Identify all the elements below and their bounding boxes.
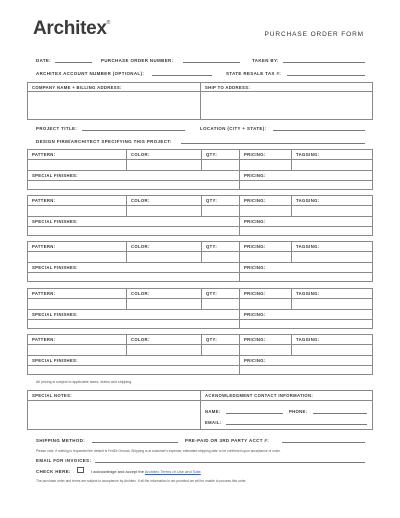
item-col-divider [291,288,292,309]
item-divider [27,159,373,160]
item-col-divider [239,149,240,190]
acknowledge-suffix: . [200,469,202,474]
item-divider [27,365,373,366]
qty-label: QTY: [206,152,218,157]
pricing-label: PRICING: [244,198,266,203]
email-invoices-field[interactable] [95,462,365,463]
item-divider [27,355,373,356]
pricing-label: PRICING: [244,244,266,249]
terms-link[interactable]: Architex Terms of Use and Sale [144,469,201,474]
special-finishes-label: SPECIAL FINISHES: [32,358,78,363]
qty-label: QTY: [206,291,218,296]
po-number-field[interactable] [183,62,240,63]
finishes-pricing-label: PRICING: [244,173,266,178]
color-label: COLOR: [131,291,150,296]
tagging-label: TAGGING: [296,337,320,342]
item-col-divider [201,241,202,262]
item-divider [27,205,373,206]
special-finishes-label: SPECIAL FINISHES: [32,173,78,178]
item-divider [27,272,373,273]
qty-label: QTY: [206,244,218,249]
check-here-label: CHECK HERE: [36,469,71,474]
date-field[interactable] [55,62,92,63]
special-notes-label: SPECIAL NOTES: [32,393,72,398]
item-col-divider [126,288,127,309]
item-divider [27,344,373,345]
special-finishes-label: SPECIAL FINISHES: [32,219,78,224]
finishes-pricing-label: PRICING: [244,358,266,363]
finishes-pricing-label: PRICING: [244,219,266,224]
phone-label: PHONE: [289,409,308,414]
terms-acknowledgement [91,469,202,474]
architex-logo: Architex® [33,18,111,39]
pattern-label: PATTERN: [32,198,56,203]
email-label: EMAIL: [205,420,222,425]
name-label: NAME: [205,409,221,414]
email-invoices-label: EMAIL FOR INVOICES: [36,458,92,463]
ship-to-address-field[interactable] [201,92,372,119]
qty-label: QTY: [206,337,218,342]
location-field[interactable] [273,130,365,131]
item-divider [27,319,373,320]
ack-contact-label: ACKNOWLEDGMENT CONTACT INFORMATION: [205,393,314,398]
color-label: COLOR: [131,152,150,157]
date-label: DATE: [36,58,52,63]
item-col-divider [291,241,292,262]
finishes-pricing-label: PRICING: [244,265,266,270]
pattern-label: PATTERN: [32,291,56,296]
prepaid-account-label: PRE-PAID OR 3RD PARTY ACCT #: [185,438,270,443]
item-col-divider [239,195,240,236]
shipping-method-label: SHIPPING METHOD: [36,438,86,443]
tagging-label: TAGGING: [296,152,320,157]
color-label: COLOR: [131,198,150,203]
item-divider [27,216,373,217]
item-col-divider [201,334,202,355]
pattern-label: PATTERN: [32,337,56,342]
item-col-divider [126,241,127,262]
special-notes-field[interactable] [28,401,199,429]
item-col-divider [291,149,292,170]
account-number-label: ARCHITEX ACCOUNT NUMBER (OPTIONAL): [36,71,145,76]
item-col-divider [201,195,202,216]
special-finishes-label: SPECIAL FINISHES: [32,265,78,270]
tagging-label: TAGGING: [296,198,320,203]
item-col-divider [239,288,240,329]
item-col-divider [201,149,202,170]
item-divider [27,180,373,181]
item-col-divider [126,195,127,216]
item-col-divider [201,288,202,309]
notes-column-divider [200,390,201,430]
item-divider [27,251,373,252]
ship-to-address-label: SHIP TO ADDRESS: [205,85,251,90]
terms-checkbox[interactable] [77,467,84,473]
pricing-label: PRICING: [244,337,266,342]
color-label: COLOR: [131,337,150,342]
pricing-label: PRICING: [244,152,266,157]
email-field[interactable] [226,424,367,425]
special-finishes-label: SPECIAL FINISHES: [32,312,78,317]
item-col-divider [239,241,240,282]
footer-note: The purchase order and terms are subject to acceptance by Architex. If all the information is not provided we will be unable to process this order. [36,479,247,483]
design-firm-label: DESIGN FIRM/ARCHITECT SPECIFYING THIS PROJECT: [36,139,172,144]
finishes-pricing-label: PRICING: [244,312,266,317]
item-col-divider [291,195,292,216]
item-col-divider [239,334,240,375]
shipping-method-field[interactable] [92,442,178,443]
shipping-note: Please note, if nothing is requested the default is FedEx Ground. Shipping is at customer's expense; estimated shipping date to be confirmed upon acceptance of order. [36,449,281,453]
location-label: LOCATION (CITY + STATE): [200,126,267,131]
item-col-divider [126,149,127,170]
pricing-label: PRICING: [244,291,266,296]
qty-label: QTY: [206,198,218,203]
taken-by-field[interactable] [283,62,365,63]
color-label: COLOR: [131,244,150,249]
taken-by-label: TAKEN BY: [252,58,279,63]
acknowledge-prefix: I acknowledge and accept the [91,469,144,474]
billing-address-label: COMPANY NAME + BILLING ADDRESS: [32,85,122,90]
item-divider [27,170,373,171]
resale-tax-label: STATE RESALE TAX #: [226,71,282,76]
pattern-label: PATTERN: [32,244,56,249]
pricing-note: All pricing is subject to applicable taxes, duties and shipping. [36,380,133,384]
billing-address-field[interactable] [28,92,199,119]
tagging-label: TAGGING: [296,291,320,296]
item-col-divider [291,334,292,355]
name-field[interactable] [226,413,283,414]
account-number-field[interactable] [152,75,212,76]
item-divider [27,298,373,299]
tagging-label: TAGGING: [296,244,320,249]
item-divider [27,262,373,263]
pattern-label: PATTERN: [32,152,56,157]
item-col-divider [126,334,127,355]
item-divider [27,226,373,227]
item-divider [27,309,373,310]
design-firm-field[interactable] [181,143,365,144]
po-number-label: PURCHASE ORDER NUMBER: [101,58,174,63]
project-title-field[interactable] [82,130,185,131]
form-title: PURCHASE ORDER FORM [264,31,364,38]
resale-tax-field[interactable] [287,75,365,76]
prepaid-account-field[interactable] [282,442,365,443]
project-title-label: PROJECT TITLE: [36,126,78,131]
phone-field[interactable] [313,413,367,414]
